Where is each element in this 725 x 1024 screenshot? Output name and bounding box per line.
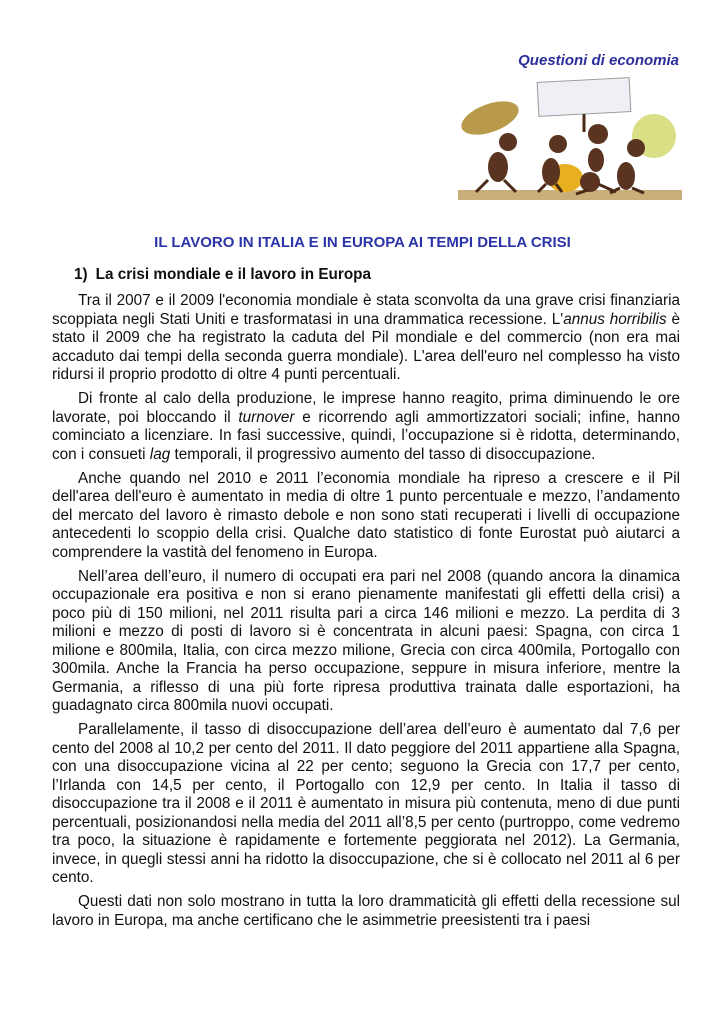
paragraph: [52, 390, 680, 464]
text-segment: è stato il 2009 che ha registrato la caduta del Pil mondiale e del commercio (non era mai accaduto dai tempi della seconda guerra mondiale). L'area dell'euro nel complesso ha visto ridursi il proprio prodotto di oltre 4 punti percentuali.: [52, 310, 680, 383]
text-segment: Parallelamente, il tasso di disoccupazione dell’area dell’euro è aumentato dal 7,6 per cento del 2008 al 10,2 per cento del 2011. Il dato peggiore del 2011 appartiene alla Spagna, con una disoccupazione vicina al 22 per cento; seguono la Grecia con 17,7 per cento, l’Irlanda con 14,5 per cento, il Portogallo con 12,9 per cento. In Italia il tasso di disoccupazione tra il 2008 e il 2011 è aumentato in misura più contenuta, meno di due punti percentuali, posizionandosi nella media del 2011 all’8,5 per cento (purtroppo, come vedremo tra poco, la situazione è rapidamente e fortemente peggiorata nel 2012). La Germania, invece, in quegli stessi anni ha ridotto la disoccupazione, che si è collocato nel 2011 al 6 per cento.: [52, 721, 680, 886]
paragraph: [52, 470, 680, 563]
paragraph: [52, 721, 680, 888]
ants-carrying-food-illustration: [458, 72, 682, 206]
text-segment: Anche quando nel 2010 e 2011 l’economia mondiale ha ripreso a crescere e il Pil dell'area dell'euro è aumentato in media di oltre 1 punto percentuale e mezzo, l’andamento del mercato del lavoro è rimasto debole e non sono stati recuperati i livelli di occupazione antecedenti lo scoppio della crisi. Qualche dato statistico di fonte Eurostat può aiutarci a comprendere la vastità del fenomeno in Europa.: [52, 469, 680, 561]
text-segment: Questi dati non solo mostrano in tutta la loro drammaticità gli effetti della recessione sul lavoro in Europa, ma anche certificano che le asimmetrie preesistenti tra i paesi: [52, 893, 680, 929]
section-number: 1): [74, 266, 88, 283]
italic-term: lag: [149, 445, 171, 463]
text-segment: e ricorrendo agli ammortizzatori sociali; infine, hanno cominciato a licenziare. In fasi successive, quindi, l’occupazione si è ridotta, determinando, con i consueti: [52, 408, 680, 463]
text-segment: temporali, il progressivo aumento del tasso di disoccupazione.: [170, 445, 596, 463]
section-title: La crisi mondiale e il lavoro in Europa: [95, 266, 372, 283]
italic-term: annus horribilis: [563, 310, 667, 328]
text-segment: Di fronte al calo della produzione, le imprese hanno reagito, prima diminuendo le ore lavorate, poi bloccando il: [52, 390, 680, 426]
paragraph: [52, 568, 680, 716]
section-heading: [74, 266, 371, 284]
text-segment: Nell’area dell’euro, il numero di occupati era pari nel 2008 (quando ancora la dinamica occupazionale era positiva e non si erano pienamente manifestati gli effetti della crisi) a poco più di 150 milioni, nel 2011 risulta pari a circa 146 milioni e mezzo. La perdita di 3 milioni e mezzo di posti di lavoro si è concentrata in alcuni paesi: Spagna, con circa 1 milione e 800mila, Italia, con circa mezzo milione, Grecia con circa 400mila, Portogallo con 300mila. Anche la Francia ha perso occupazione, seppure in misura inferiore, mentre la Germania, a riflesso di una più forte ripresa produttiva trainata dalle esportazioni, ha guadagnato circa 800mila nuovi occupati.: [52, 567, 680, 714]
paragraph: [52, 292, 680, 385]
text-segment: Tra il 2007 e il 2009 l'economia mondiale è stata sconvolta da una grave crisi finanziaria scoppiata negli Stati Uniti e trasformatasi in una drammatica recessione. L': [52, 292, 680, 328]
document-body: [52, 292, 680, 936]
document-title: IL LAVORO IN ITALIA E IN EUROPA AI TEMPI DELLA CRISI: [154, 234, 571, 251]
series-title: Questioni di economia: [518, 52, 679, 69]
italic-term: turnover: [238, 408, 295, 426]
paragraph: [52, 893, 680, 930]
